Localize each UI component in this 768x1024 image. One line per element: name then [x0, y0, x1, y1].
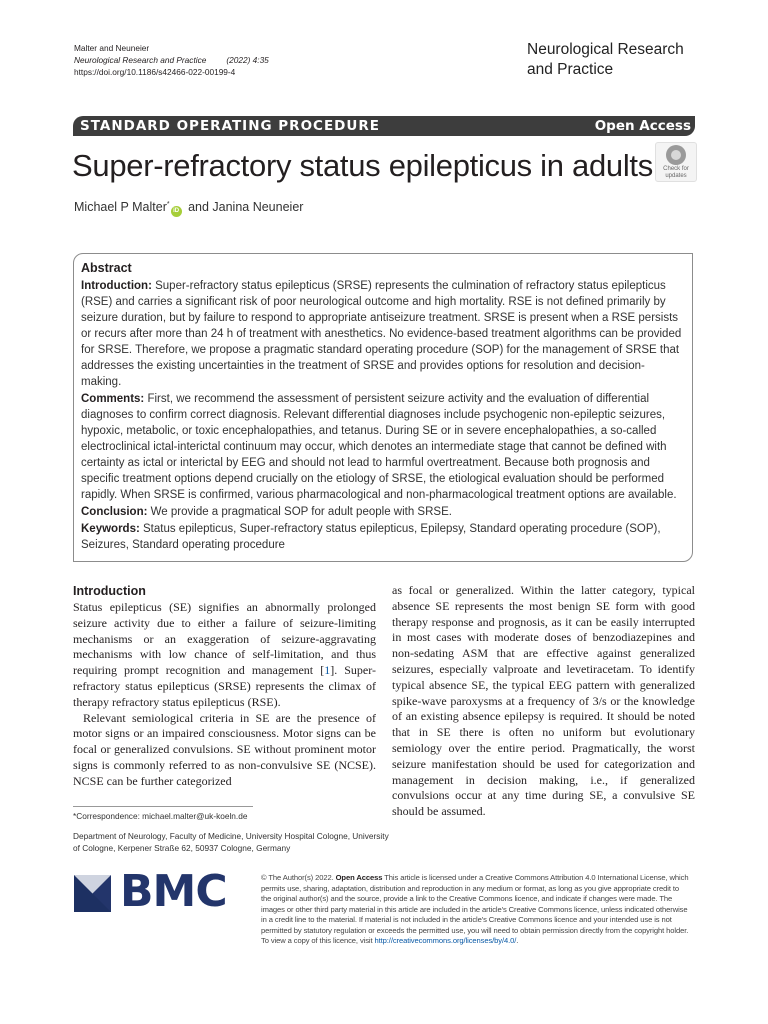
- footnote-divider: [73, 806, 253, 807]
- journal-name-line2: and Practice: [527, 61, 614, 78]
- check-for-updates-badge[interactable]: [655, 142, 697, 182]
- body-paragraph-2: Relevant semiological criteria in SE are the presence of motor signs or an impaired consciousness. Motor signs can be focal or generalized convulsions. SE without prominent motor signs is commonly referred to as non-convulsive SE (NCSE). NCSE can be further categorized: [73, 710, 376, 788]
- body-column-right: [392, 583, 695, 820]
- abstract-conclusion: [81, 504, 685, 520]
- license-statement: [261, 873, 691, 947]
- author-2[interactable]: and Janina Neuneier: [184, 200, 304, 215]
- journal-name: [527, 40, 684, 80]
- orcid-icon[interactable]: iD: [171, 206, 182, 217]
- author-1[interactable]: Michael P Malter: [74, 200, 167, 215]
- abstract-keywords-label: Keywords:: [81, 523, 140, 535]
- header-authors: Malter and Neuneier: [74, 43, 150, 53]
- article-title: Super-refractory status epilepticus in adults: [72, 148, 653, 183]
- running-header: [74, 42, 269, 78]
- badge-line1: Check for: [663, 166, 689, 172]
- badge-line2: updates: [665, 173, 687, 179]
- article-type: STANDARD OPERATING PROCEDURE: [80, 118, 380, 134]
- author-list: [74, 197, 303, 217]
- copyright: © The Author(s) 2022.: [261, 873, 334, 882]
- abstract-content: [81, 259, 685, 554]
- journal-name-line1: Neurological Research: [527, 41, 684, 58]
- license-end: .: [516, 936, 519, 945]
- license-open-access-label: Open Access: [335, 873, 383, 882]
- correspondence-note: *Correspondence: michael.malter@uk-koeln.de: [73, 811, 248, 821]
- abstract-introduction-label: Introduction:: [81, 280, 152, 292]
- bmc-logo-icon[interactable]: [74, 875, 111, 912]
- header-journal: Neurological Research and Practice: [74, 55, 207, 65]
- abstract-comments: [81, 391, 685, 503]
- header-journal-citation: [74, 54, 269, 66]
- abstract-introduction-text: Super-refractory status epilepticus (SRSE) represents the culmination of refractory status epilepticus (RSE) and carries a significant risk of poor neurological outcome and high mortality. RSE is not defined primarily by seizure duration, but by failure to respond to appropriate antiseizure treatment. SRSE is present when a RSE persists or recurs after more than 24 h of treatment with anesthetics. No evidence-based treatment algorithms can be provided for SRSE. Therefore, we propose a pragmatic standard operating procedure (SOP) for the management of SRSE that addresses the existing uncertainties in the treatment of SRSE and provides options for resolution and decision-making.: [81, 280, 682, 388]
- abstract-introduction: [81, 278, 685, 390]
- corresponding-marker: *: [166, 201, 170, 208]
- check-updates-text: [656, 166, 696, 180]
- abstract-conclusion-text: We provide a pragmatical SOP for adult people with SRSE.: [150, 506, 452, 518]
- abstract-comments-text: First, we recommend the assessment of persistent seizure activity and the evaluation of differential diagnoses to confirm correct diagnosis. Relevant differential diagnoses include psychogenic non-epileptic seizures, hypoxic, metabolic, or toxic encephalopathies, and tetanus. During SE or in severe encephalopathies, a so-called electroclinical ictal-interictal continuum may occur, which denotes an intermediate stage that cannot be defined with certainty as ictal or interictal by EEG and should not lead to harmful overtreatment. Because both prognosis and specific treatment options depend crucially on the etiology of SRSE, the etiological evaluation should be performed rapidly. When SRSE is confirmed, various pharmacological and non-pharmacological treatment options are available.: [81, 393, 677, 501]
- section-heading-introduction: Introduction: [73, 584, 146, 598]
- check-updates-icon: [666, 145, 686, 165]
- body-paragraph-1: [73, 600, 376, 711]
- header-doi-link[interactable]: https://doi.org/10.1186/s42466-022-00199-4: [74, 67, 236, 77]
- paragraph-1-text: Status epilepticus (SE) signifies an abnormally prolonged seizure activity due to either a failure of seizure-limiting mechanisms or an exaggeration of seizure-aggravating mechanisms with low chance of self-limitation, and thus requiring prompt recognition and management [: [73, 600, 376, 678]
- body-column-left: [73, 583, 376, 790]
- body-paragraph-3: as focal or generalized. Within the latter category, typical absence SE represents the most benign SE form with good therapy response and prognosis, as it can be easily interrupted in most cases with moderate doses of benzodiazepines and non-sedating ASM that are effective against generalized seizures, especially valproate and levetiracetam. To identify typical absence SE, the typical EEG pattern with generalized spike-wave paroxysms at a frequency of 3/s or the knowledge of an existing absence epilepsy is required. It should be noted that in SE there is often no uniform but evolutionary semiology over the entire period. Pragmatically, the worst seizure manifestation should be used for categorization and management in decision making, i.e., if generalized convulsions occur at any time during SE, a convulsive SE should be assumed.: [392, 583, 695, 819]
- abstract-conclusion-label: Conclusion:: [81, 506, 148, 518]
- paragraph-1-tail: ]. Super-refractory status epilepticus (SRSE) represents the climax of therapy refractory status epilepticus (RSE).: [73, 663, 377, 709]
- abstract-heading: Abstract: [81, 261, 132, 275]
- article-type-banner: [73, 116, 695, 136]
- affiliation-note: Department of Neurology, Faculty of Medicine, University Hospital Cologne, University of Cologne, Kerpener Straße 62, 50937 Cologne, Germany: [73, 831, 389, 853]
- license-text: This article is licensed under a Creative Commons Attribution 4.0 International License, which permits use, sharing, adaptation, distribution and reproduction in any medium or format, as long as you give appropriate credit to the original author(s) and the source, provide a link to the Creative Commons licence, and indicate if changes were made. The images or other third party material in this article are included in the article's Creative Commons licence, unless indicated otherwise in a credit line to the material. If material is not included in the article's Creative Commons licence and your intended use is not permitted by statutory regulation or exceeds the permitted use, you will need to obtain permission directly from the copyright holder. To view a copy of this licence, visit: [261, 873, 689, 945]
- header-year-volume: (2022) 4:35: [226, 55, 269, 65]
- bmc-logo-text[interactable]: BMC: [120, 866, 227, 917]
- abstract-keywords-text: Status epilepticus, Super-refractory status epilepticus, Epilepsy, Standard operating procedure (SOP), Seizures, Standard operating procedure: [81, 523, 661, 551]
- open-access-label: Open Access: [594, 118, 691, 134]
- abstract-comments-label: Comments:: [81, 393, 145, 405]
- license-link[interactable]: http://creativecommons.org/licenses/by/4.0/: [374, 936, 517, 945]
- abstract-keywords: [81, 521, 685, 553]
- reference-link-1[interactable]: 1: [324, 663, 331, 678]
